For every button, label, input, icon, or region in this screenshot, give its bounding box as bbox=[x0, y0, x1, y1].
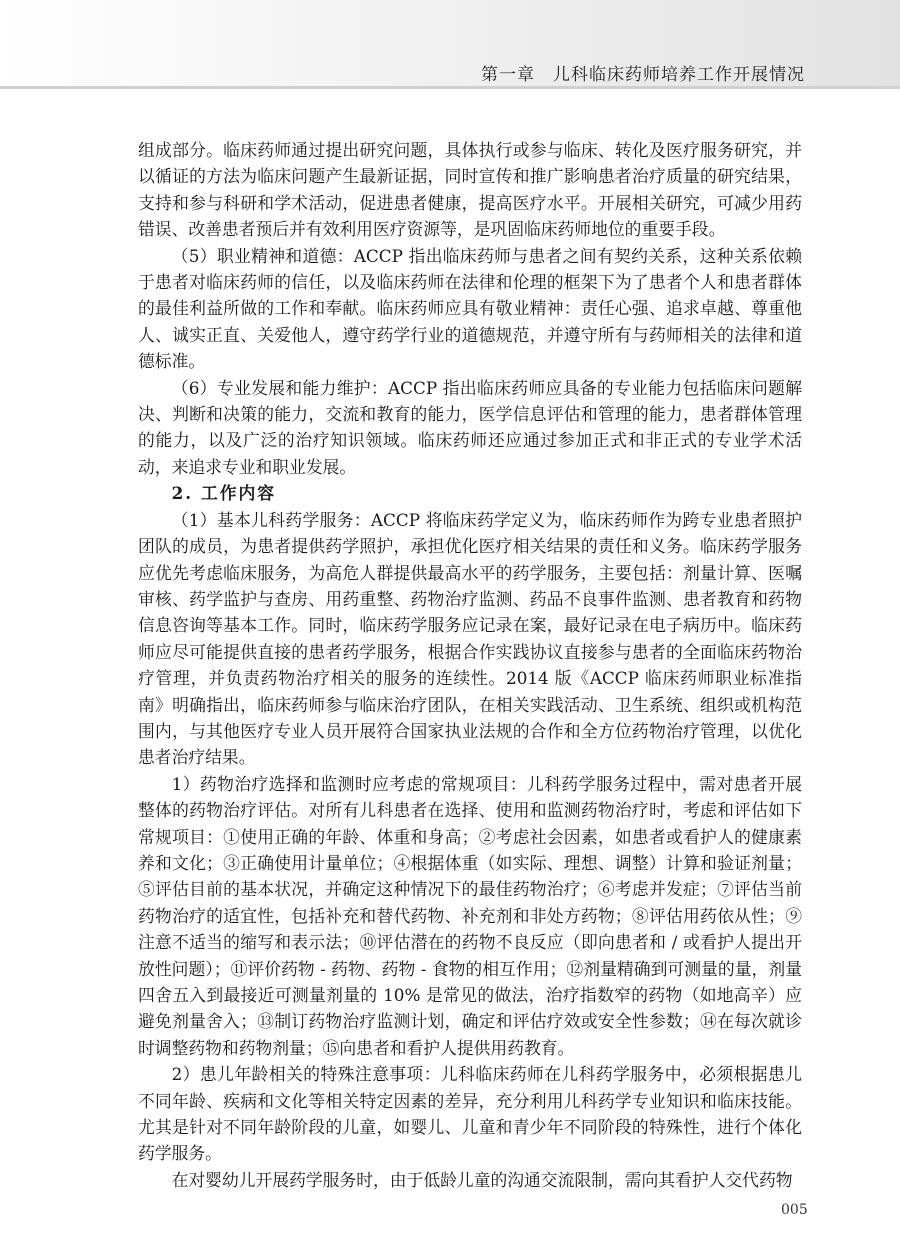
paragraph: （1）基本儿科药学服务：ACCP 将临床药学定义为，临床药师作为跨专业患者照护团队的成员，为患者提供药学照护，承担优化医疗相关结果的责任和义务。临床药学服务应优先考虑临床服务，为高危人群提供最高水平的药学服务，主要包括：剂量计算、医嘱审核、药学监护与查房、用药重整、药物治疗监测、药品不良事件监测、患者教育和药物信息咨询等基本工作。同时，临床药学服务应记录在案，最好记录在电子病历中。临床药师应尽可能提供直接的患者药学服务，根据合作实践协议直接参与患者的全面临床药物治疗管理，并负责药物治疗相关的服务的连续性。2014 版《ACCP 临床药师职业标准指南》明确指出，临床药师参与临床治疗团队，在相关实践活动、卫生系统、组织或机构范围内，与其他医疗专业人员开展符合国家执业法规的合作和全方位药物治疗管理，以优化患者治疗结果。 bbox=[138, 509, 802, 768]
page-header bbox=[0, 0, 900, 86]
section-heading: 2. 工作内容 bbox=[171, 483, 277, 504]
paragraph: 1）药物治疗选择和监测时应考虑的常规项目：儿科药学服务过程中，需对患者开展整体的药物治疗评估。对所有儿科患者在选择、使用和监测药物治疗时，考虑和评估如下常规项目：①使用正确的年龄、体重和身高；②考虑社会因素，如患者或看护人的健康素养和文化；③正确使用计量单位；④根据体重（如实际、理想、调整）计算和验证剂量；⑤评估目前的基本状况，并确定这种情况下的最佳药物治疗；⑥考虑并发症；⑦评估当前药物治疗的适宜性，包括补充和替代药物、补充剂和非处方药物；⑧评估用药依从性；⑨注意不适当的缩写和表示法；⑩评估潜在的药物不良反应（即向患者和 / 或看护人提出开放性问题）；⑪评价药物 - 药物、药物 - 食物的相互作用；⑫剂量精确到可测量的量，剂量四舍五入到最接近可测量剂量的 10% 是常见的做法，治疗指数窄的药物（如地高辛）应避免剂量舍入；⑬制订药物治疗监测计划，确定和评估疗效或安全性参数；⑭在每次就诊时调整药物和药物剂量；⑮向患者和看护人提供用药教育。 bbox=[138, 773, 802, 1058]
header-rule bbox=[0, 86, 900, 89]
chapter-title: 第一章 儿科临床药师培养工作开展情况 bbox=[481, 65, 805, 85]
paragraph: 2）患儿年龄相关的特殊注意事项：儿科临床药师在儿科药学服务中，必须根据患儿不同年龄、疾病和文化等相关特定因素的差异，充分利用儿科药学专业知识和临床技能。尤其是针对不同年龄阶段的儿童，如婴儿、儿童和青少年不同阶段的特殊性，进行个体化药学服务。 bbox=[138, 1064, 802, 1164]
paragraph: （6）专业发展和能力维护：ACCP 指出临床药师应具备的专业能力包括临床问题解决、判断和决策的能力，交流和教育的能力，医学信息评估和管理的能力，患者群体管理的能力，以及广泛的治疗知识领域。临床药师还应通过参加正式和非正式的专业学术活动，来追求专业和职业发展。 bbox=[138, 377, 802, 477]
paragraph: （5）职业精神和道德：ACCP 指出临床药师与患者之间有契约关系，这种关系依赖于患者对临床药师的信任，以及临床药师在法律和伦理的框架下为了患者个人和患者群体的最佳利益所做的工作和奉献。临床药师应具有敬业精神：责任心强、追求卓越、尊重他人、诚实正直、关爱他人，遵守药学行业的道德规范，并遵守所有与药师相关的法律和道德标准。 bbox=[138, 245, 802, 372]
page-number: 005 bbox=[781, 1202, 808, 1218]
paragraph: 组成部分。临床药师通过提出研究问题，具体执行或参与临床、转化及医疗服务研究，并以循证的方法为临床问题产生最新证据，同时宣传和推广影响患者治疗质量的研究结果，支持和参与科研和学术活动，促进患者健康，提高医疗水平。开展相关研究，可减少用药错误、改善患者预后并有效利用医疗资源等，是巩固临床药师地位的重要手段。 bbox=[138, 140, 802, 240]
body-text bbox=[138, 137, 802, 1193]
paragraph: 在对婴幼儿开展药学服务时，由于低龄儿童的沟通交流限制，需向其看护人交代药物 bbox=[171, 1169, 793, 1190]
